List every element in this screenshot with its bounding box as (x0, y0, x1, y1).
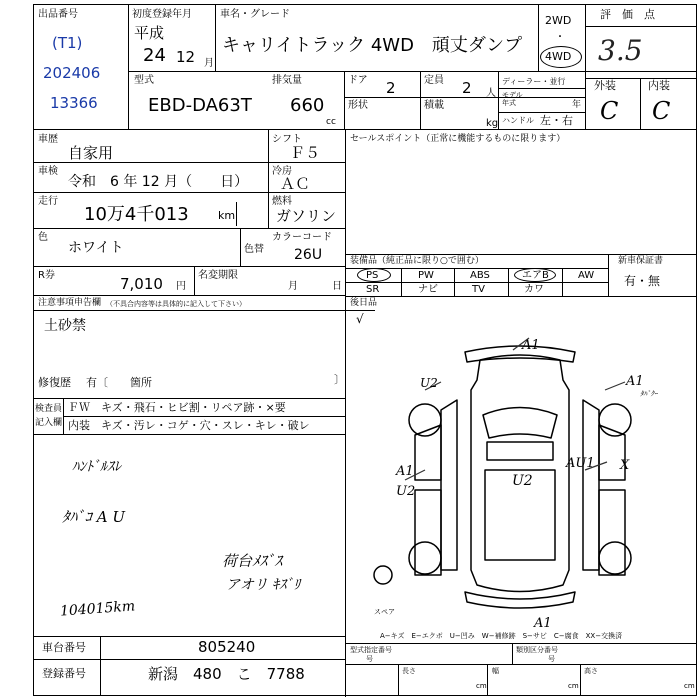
divider (538, 4, 539, 72)
dealer-label: ディーラー・並行 (502, 77, 566, 86)
mileage-unit: km (218, 209, 236, 222)
divider (398, 664, 399, 696)
registration-month: 12 (176, 48, 196, 66)
inspection-label: 車検 (38, 166, 58, 177)
model-code-value: EBD-DA63T (148, 95, 252, 116)
drive-dot: ・ (555, 32, 565, 43)
divider (236, 202, 237, 226)
handle-label: ハンドル (502, 116, 534, 125)
mark-u2-left-door: U2 (396, 484, 416, 499)
history-value: 自家用 (68, 144, 114, 162)
equipment-tv: TV (472, 284, 485, 295)
recycle-label: R券 (38, 270, 55, 281)
chassis-value: 805240 (198, 638, 256, 656)
color-value: ホワイト (68, 240, 124, 256)
score-value: 3.5 (598, 34, 643, 67)
warranty-label: 新車保証書 (618, 256, 664, 266)
divider (268, 129, 269, 228)
divider (345, 643, 697, 644)
divider (512, 643, 513, 664)
divider (345, 310, 375, 311)
divider (345, 254, 697, 255)
shape-label: 形状 (348, 100, 368, 111)
equipment-abs: ABS (470, 270, 490, 281)
divider (344, 97, 585, 98)
dim-length-unit: cm (476, 682, 487, 690)
expiry-day: 日 (332, 281, 342, 292)
interior-label: 内装 (648, 79, 670, 92)
inspector-row-2: 内装 キズ・汚レ・コゲ・穴・スレ・キレ・破レ (68, 419, 310, 432)
repair-value: 有〔 箇所 (86, 376, 152, 389)
divider (128, 4, 129, 129)
car-left-side (441, 400, 457, 570)
divider (508, 268, 509, 296)
type-spec-label: 型式指定番号 (350, 646, 392, 654)
mileage-label: 走行 (38, 196, 58, 207)
mark-a1-right-note: ﾀﾊﾞｸｰ (640, 390, 658, 398)
repaint-label: 色替 (244, 244, 264, 255)
rear-seat-label: 後日品 (350, 298, 378, 308)
plate-label: 登録番号 (42, 667, 86, 680)
lot-code: (T1) (52, 34, 83, 52)
load-unit: kg (486, 118, 499, 129)
divider (33, 310, 345, 311)
aircon-value: ＡＣ (280, 175, 311, 193)
mark-x-right: X (620, 458, 630, 473)
divider (128, 71, 697, 72)
expiry-label: 名変期限 (198, 270, 238, 281)
color-label: 色 (38, 232, 48, 243)
mark-u2-center: U2 (512, 473, 533, 489)
equipment-pw: PW (418, 270, 434, 281)
lot-label: 出品番号 (38, 9, 78, 20)
dim-height: 高さ (584, 667, 598, 675)
capacity-unit: 人 (486, 88, 496, 99)
plate-value: 新潟 480 こ 7788 (148, 665, 305, 683)
drive-4wd: 4WD (545, 50, 572, 63)
capacity-label: 定員 (424, 75, 444, 86)
divider (33, 398, 345, 399)
divider (33, 266, 345, 267)
notes-text: 土砂禁 (44, 318, 86, 334)
inspector-label-2: 記入欄 (35, 418, 63, 428)
handle-value: 左・右 (540, 114, 573, 127)
category-label: 類別区分番号 (516, 646, 558, 654)
score-label: 評 価 点 (600, 8, 655, 21)
expiry-month: 月 (288, 281, 298, 292)
sales-points-label: セールスポイント（正常に機能するものに限ります） (350, 134, 566, 144)
divider (194, 266, 195, 295)
interior-value: C (652, 97, 671, 125)
divider (33, 129, 697, 130)
mark-a1-bottom: A1 (534, 616, 552, 631)
repair-label: 修復歴 (38, 376, 71, 389)
car-right-side (583, 400, 599, 570)
divider (401, 268, 402, 296)
divider (33, 162, 345, 163)
divider (640, 78, 641, 129)
divider (454, 268, 455, 296)
divider (345, 296, 697, 297)
registration-era: 平成 (134, 24, 165, 42)
displacement-unit: cc (326, 117, 336, 127)
car-left-bed-side (415, 490, 441, 575)
divider (487, 664, 488, 696)
recycle-unit: 円 (176, 281, 186, 292)
displacement-value: 660 (290, 95, 325, 116)
shift-label: シフト (272, 134, 302, 145)
divider (63, 416, 345, 417)
registration-year: 24 (143, 45, 166, 66)
spare-label: スペア (374, 608, 395, 616)
divider (608, 254, 609, 296)
recycle-value: 7,010 (120, 275, 163, 293)
shift-value: Ｆ５ (290, 144, 321, 162)
divider (345, 282, 608, 283)
mark-a1-right: A1 (626, 374, 644, 389)
equipment-ps: PS (366, 270, 379, 281)
divider (33, 295, 345, 296)
dim-width: 幅 (492, 667, 499, 675)
mark-a1-left: A1 (396, 464, 414, 479)
lot-number-1: 202406 (43, 64, 101, 82)
mark-a1-top: A1 (522, 338, 540, 353)
model-year-label-1: モデル (502, 91, 523, 99)
handwritten-note-3b: アオリ ｷｽﾞﾘ (226, 577, 301, 593)
dim-length: 長さ (402, 667, 416, 675)
notes-label: 注意事項申告欄 (38, 298, 102, 308)
handwritten-mileage: 104015km (59, 598, 136, 620)
car-windshield (483, 408, 557, 439)
color-code-label: カラーコード (272, 232, 332, 243)
inspection-value: 令和 6 年 12 月（ 日） (68, 174, 249, 190)
model-grade-value: キャリイトラック 4WD 頑丈ダンプ (222, 35, 523, 56)
type-spec-sub: 号 (366, 655, 373, 663)
equipment-leather: カワ (524, 284, 544, 295)
fuel-value: ガソリン (276, 207, 337, 225)
color-code-value: 26U (294, 247, 323, 263)
registration-label: 初度登録年月 (132, 9, 192, 20)
chassis-label: 車台番号 (42, 641, 86, 654)
divider (498, 88, 585, 89)
divider (585, 26, 697, 27)
fuel-label: 燃料 (272, 196, 292, 207)
divider (33, 636, 345, 637)
car-rear-bumper (465, 592, 575, 608)
capacity-value: 2 (462, 79, 472, 97)
car-right-bed-side (599, 490, 625, 575)
exterior-label: 外装 (594, 79, 616, 92)
spare-tire (374, 566, 392, 584)
rear-seat-mark: √ (356, 312, 364, 326)
exterior-value: C (600, 97, 619, 125)
model-year-unit: 年 (572, 100, 582, 110)
notes-sublabel: （不具合内容等は具体的に記入して下さい） (106, 300, 246, 308)
divider (585, 4, 586, 129)
displacement-label: 排気量 (272, 75, 302, 86)
category-sub: 号 (548, 655, 555, 663)
equipment-airbag: エアB (522, 270, 549, 281)
divider (215, 4, 216, 71)
drive-2wd: 2WD (545, 14, 572, 27)
divider (420, 71, 421, 129)
handwritten-note-1: ﾊﾝﾄﾞﾙｽﾚ (72, 459, 121, 475)
model-grade-label: 車名・グレード (220, 9, 290, 20)
aircon-label: 冷房 (272, 166, 292, 177)
model-year-label-2: 年式 (502, 99, 516, 107)
inspector-label-1: 検査員 (35, 404, 63, 414)
mark-au1-right: AU1 (566, 456, 595, 471)
handwritten-note-3a: 荷台ﾒｽﾞｽ (222, 552, 283, 570)
wheel-rear-right (599, 542, 631, 574)
equipment-sr: SR (366, 284, 380, 295)
repair-close: 〕 (334, 373, 345, 386)
car-front-bumper (465, 346, 575, 362)
divider (33, 659, 345, 660)
divider (33, 228, 345, 229)
car-roof (487, 442, 553, 460)
doors-label: ドア (348, 75, 368, 86)
divider (580, 664, 581, 696)
warranty-value: 有・無 (624, 274, 661, 288)
load-label: 積載 (424, 100, 444, 111)
damage-legend: A−キズ E−エクボ U−凹み W−補修跡 S−サビ C−腐食 XX−交換済 (380, 632, 623, 640)
dim-height-unit: cm (684, 682, 695, 690)
wheel-rear-left (409, 542, 441, 574)
dim-width-unit: cm (568, 682, 579, 690)
divider (562, 268, 563, 296)
divider (498, 71, 499, 129)
handwritten-note-2: ﾀﾊﾞｺ A U (62, 508, 126, 526)
mark-u2-left: U2 (420, 376, 438, 390)
equipment-aw: AW (578, 270, 595, 281)
divider (344, 71, 345, 129)
car-left-front-panel (415, 425, 441, 480)
history-label: 車歴 (38, 134, 58, 145)
doors-value: 2 (386, 79, 396, 97)
divider (100, 636, 101, 696)
divider (240, 228, 241, 266)
inspector-row-1: ＦＷ キズ・飛石・ヒビ割・リペア跡・×要 (68, 401, 286, 414)
mileage-value: 10万4千013 (84, 204, 189, 225)
registration-month-unit: 月 (204, 58, 214, 69)
lot-number-2: 13366 (50, 94, 98, 112)
model-code-label: 型式 (134, 75, 154, 86)
equipment-navi: ナビ (418, 284, 438, 295)
equipment-label: 装備品（純正品に限り○で囲む） (350, 256, 484, 266)
divider (33, 434, 345, 435)
divider (498, 112, 585, 113)
